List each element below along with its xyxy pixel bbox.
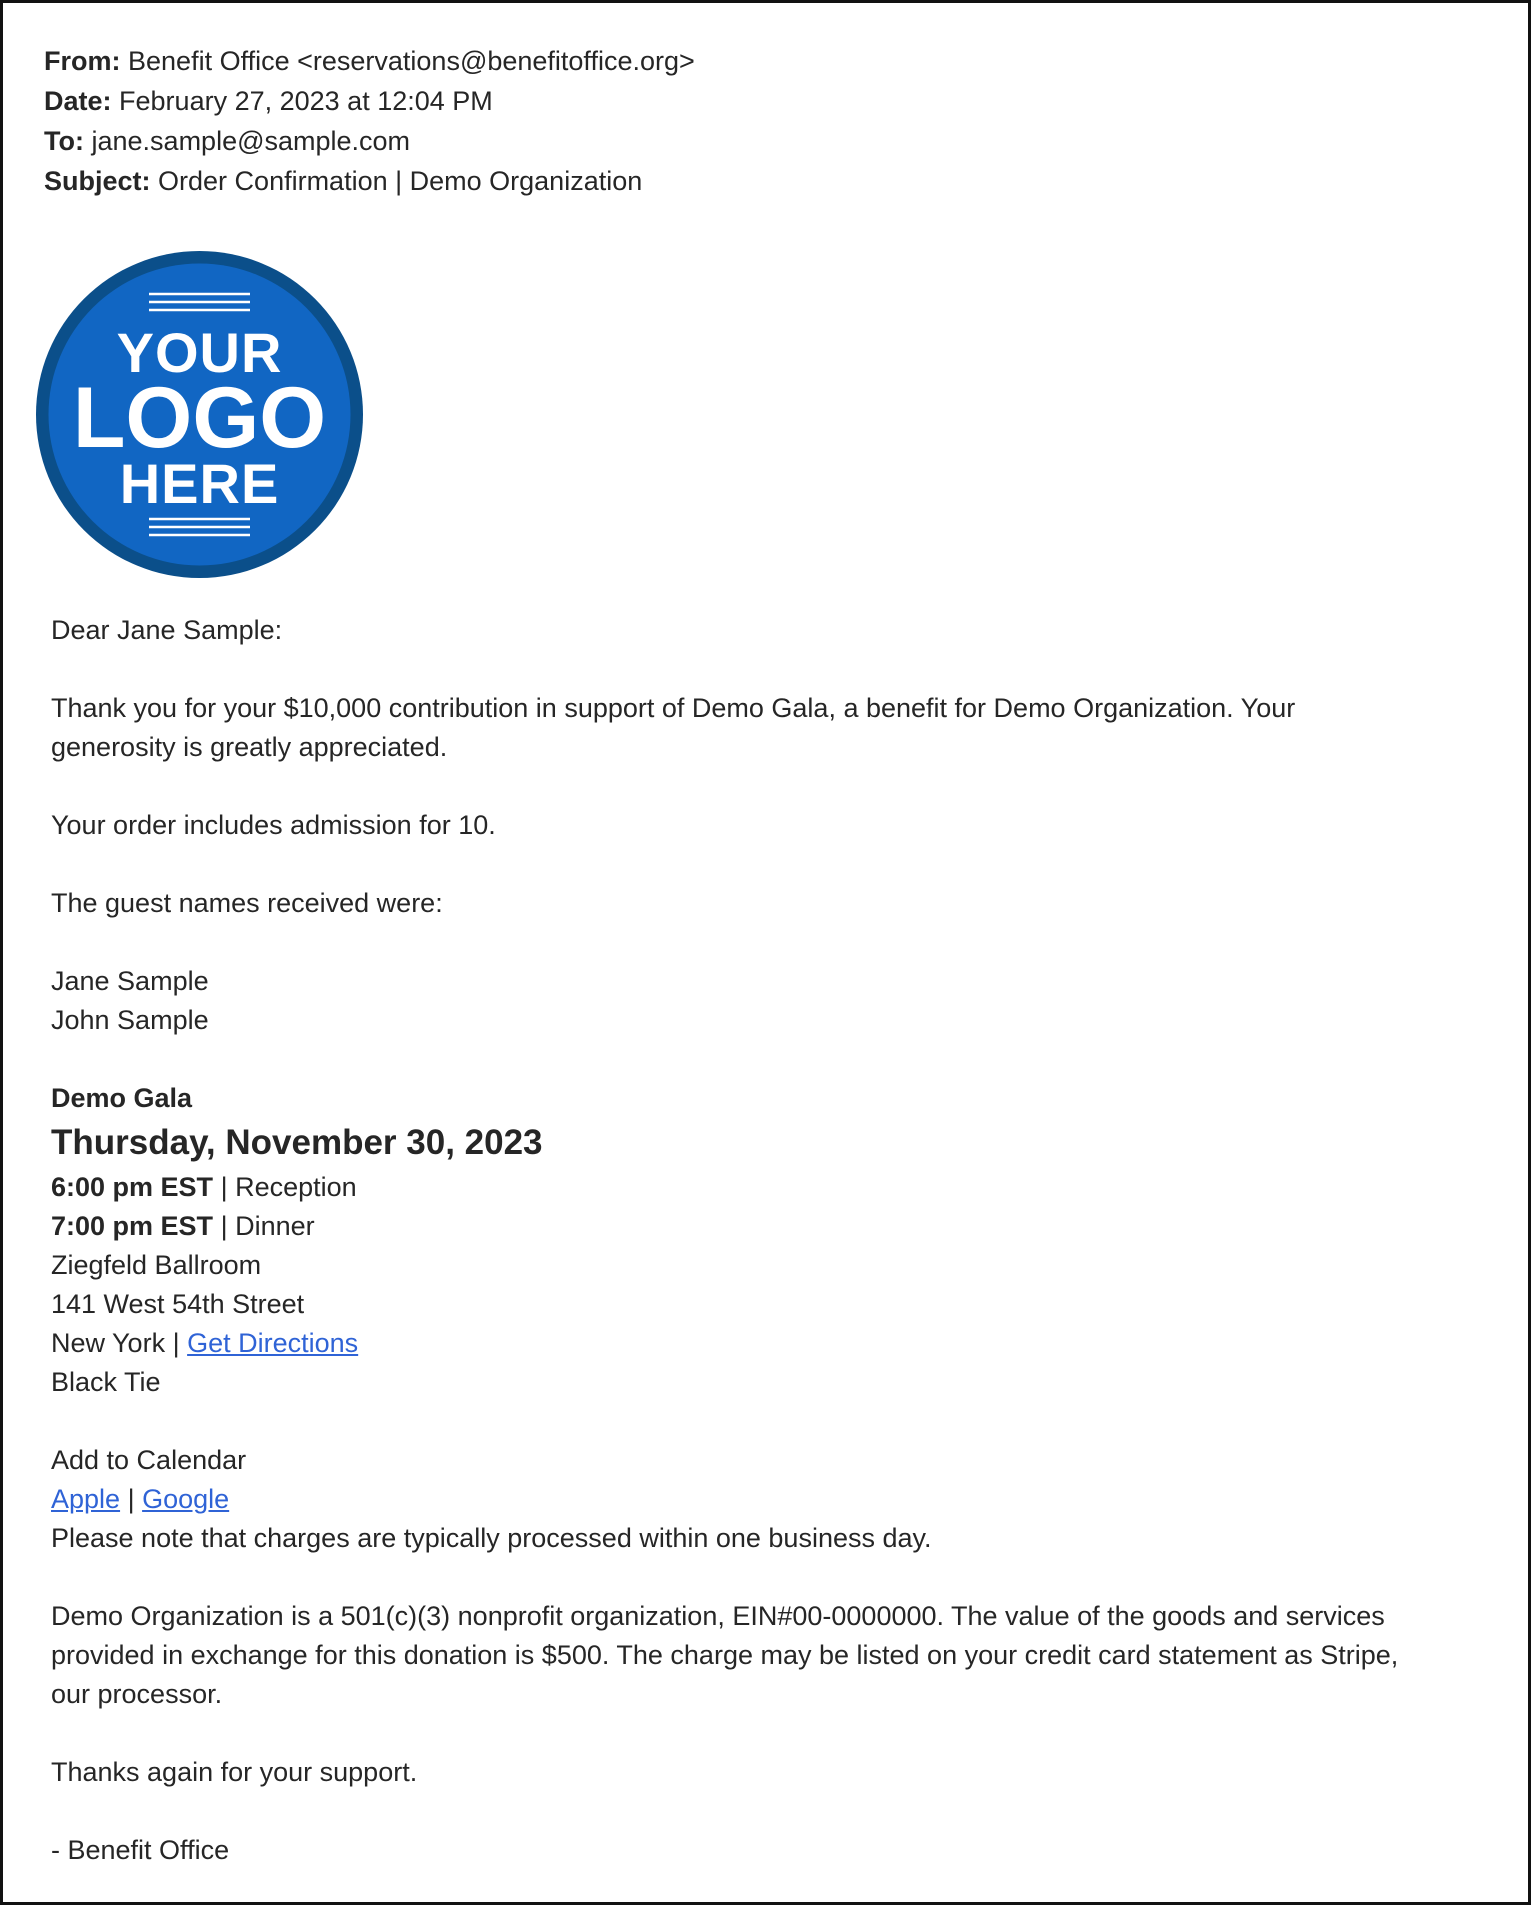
reception-label: | Reception (213, 1172, 357, 1202)
closing-text: Thanks again for your support. (51, 1757, 418, 1787)
dinner-label: | Dinner (213, 1211, 315, 1241)
schedule-reception (51, 1168, 1511, 1207)
subject-value: Order Confirmation | Demo Organization (158, 166, 643, 196)
dinner-time: 7:00 pm EST (51, 1211, 214, 1241)
event-date: Thursday, November 30, 2023 (51, 1123, 543, 1162)
from-row (44, 41, 695, 81)
calendar-links (51, 1480, 1511, 1519)
subject-row (44, 161, 695, 201)
email-header (44, 41, 695, 201)
apple-calendar-link[interactable]: Apple (51, 1484, 121, 1514)
venue-name: Ziegfeld Ballroom (51, 1250, 262, 1280)
get-directions-link[interactable]: Get Directions (187, 1328, 359, 1358)
logo-text-logo: LOGO (72, 370, 327, 466)
processing-note: Please note that charges are typically processed within one business day. (51, 1523, 932, 1553)
event-name: Demo Gala (51, 1083, 193, 1113)
add-to-calendar-label: Add to Calendar (51, 1445, 247, 1475)
city-separator: | (165, 1328, 188, 1358)
calendar-separator: | (120, 1484, 143, 1514)
signature: - Benefit Office (51, 1835, 230, 1865)
schedule-dinner (51, 1207, 1511, 1246)
greeting: Dear Jane Sample: (51, 615, 283, 645)
guest-name: Jane Sample (51, 966, 209, 996)
date-label: Date: (44, 86, 112, 116)
guest-intro: The guest names received were: (51, 888, 443, 918)
tax-line-3: our processor. (51, 1679, 223, 1709)
tax-line-1: Demo Organization is a 501(c)(3) nonprofit organization, EIN#00-0000000. The value of the goods and services (51, 1601, 1385, 1631)
organization-logo (36, 251, 363, 578)
to-label: To: (44, 126, 84, 156)
reception-time: 6:00 pm EST (51, 1172, 214, 1202)
to-row (44, 121, 695, 161)
date-value: February 27, 2023 at 12:04 PM (119, 86, 493, 116)
email-body (51, 611, 1511, 1870)
logo-text-here: HERE (119, 452, 280, 515)
venue-street: 141 West 54th Street (51, 1289, 305, 1319)
thanks-line-2: generosity is greatly appreciated. (51, 732, 448, 762)
thanks-line-1: Thank you for your $10,000 contribution in support of Demo Gala, a benefit for Demo Organization. Your (51, 693, 1296, 723)
venue-city: New York (51, 1328, 166, 1358)
to-value[interactable]: jane.sample@sample.com (91, 126, 411, 156)
subject-label: Subject: (44, 166, 151, 196)
guest-name: John Sample (51, 1005, 209, 1035)
admission-text: Your order includes admission for 10. (51, 810, 496, 840)
from-label: From: (44, 46, 121, 76)
dress-code: Black Tie (51, 1367, 161, 1397)
from-value[interactable]: Benefit Office <reservations@benefitoffice.org> (128, 46, 695, 76)
tax-line-2: provided in exchange for this donation is $500. The charge may be listed on your credit card statement as Stripe, (51, 1640, 1399, 1670)
venue-city-row (51, 1324, 1511, 1363)
date-row (44, 81, 695, 121)
logo-text-your: YOUR (116, 321, 283, 384)
google-calendar-link[interactable]: Google (142, 1484, 230, 1514)
